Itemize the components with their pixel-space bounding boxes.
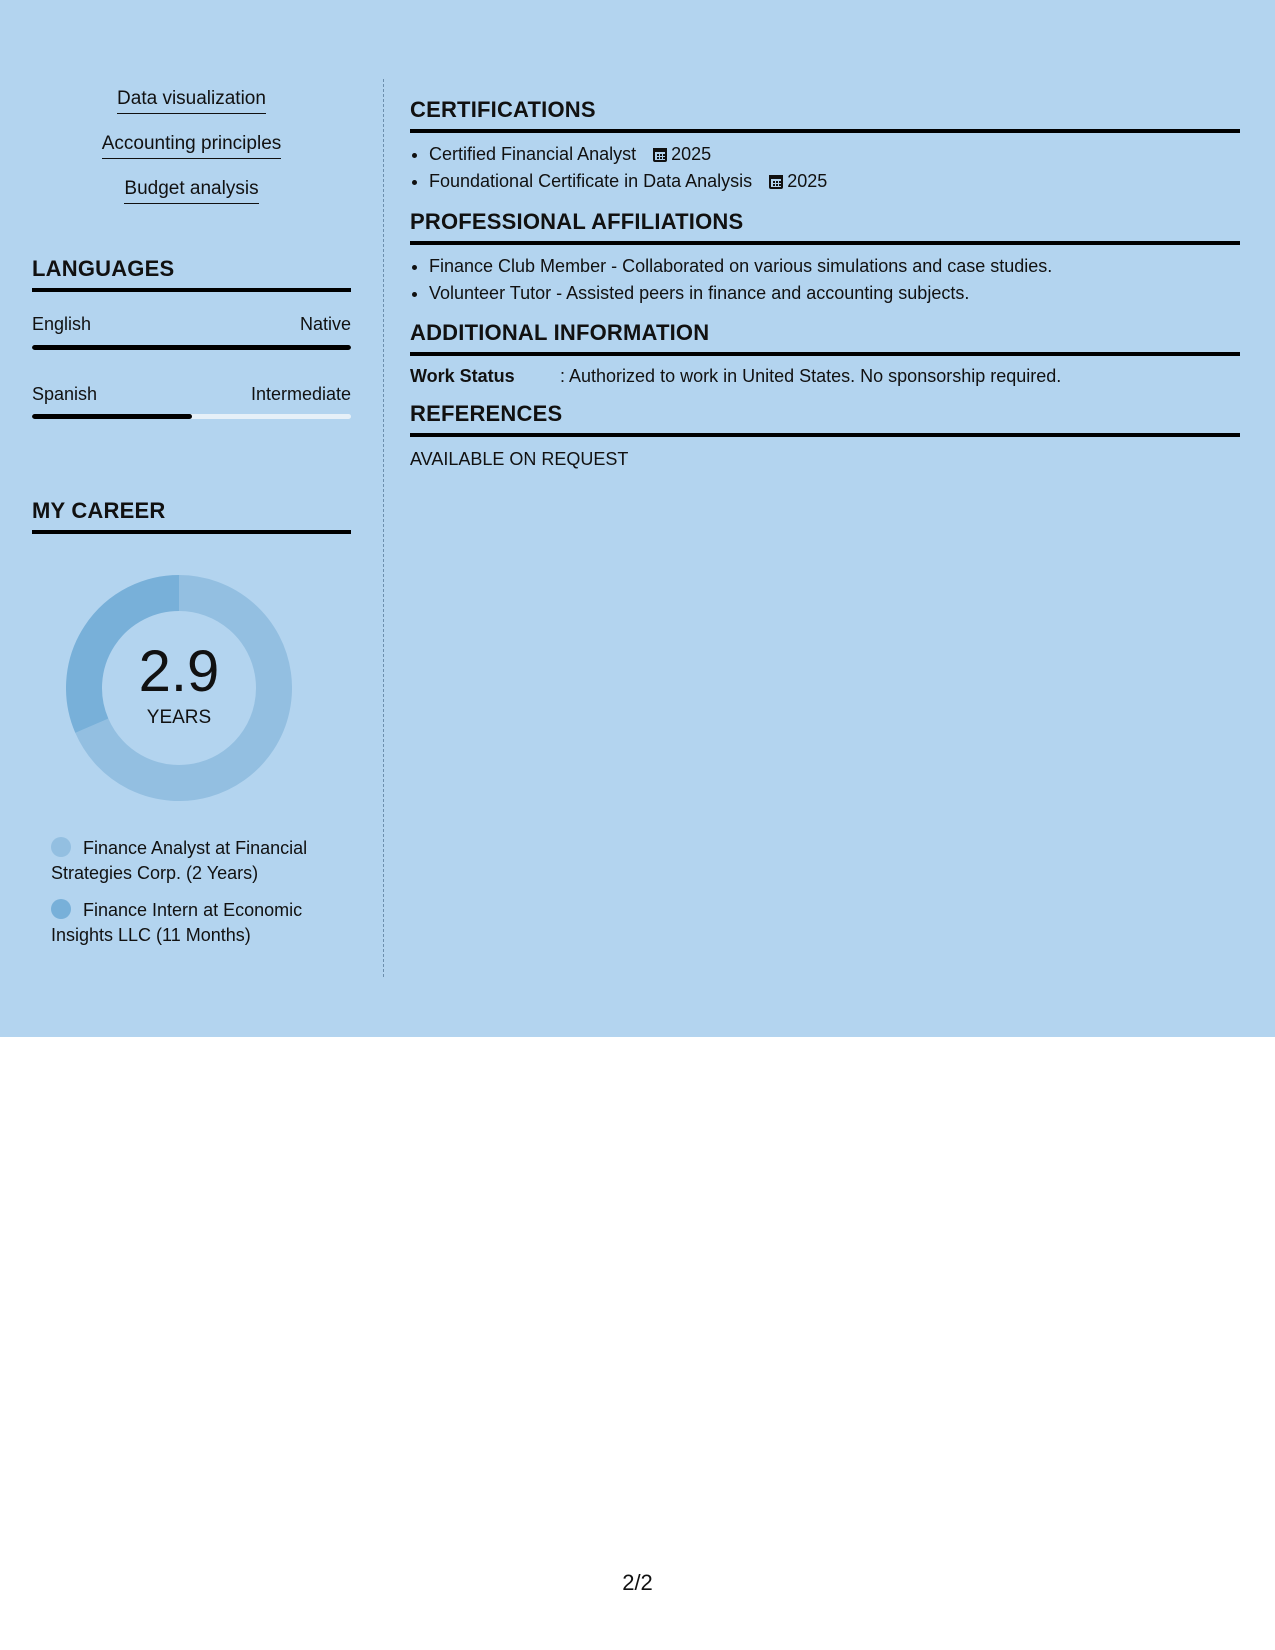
certifications-section — [410, 97, 1240, 195]
language-name: English — [32, 314, 92, 334]
career-legend-item — [51, 898, 341, 948]
cert-name: Foundational Certificate in Data Analysis — [429, 171, 753, 191]
career-title: MY CAREER — [32, 498, 351, 534]
legend-label: Finance Analyst at Financial Strategies Corp. (2 Years) — [51, 838, 308, 883]
career-section — [32, 498, 351, 534]
skill-label: Accounting principles — [102, 133, 282, 159]
language-level: Intermediate — [250, 384, 351, 404]
calendar-icon — [769, 175, 783, 189]
career-legend-item — [51, 836, 341, 886]
career-donut-chart — [66, 575, 292, 801]
language-bar-english — [32, 345, 351, 350]
cert-year: 2025 — [671, 144, 712, 164]
skill-item — [32, 88, 351, 114]
affiliations-title: PROFESSIONAL AFFILIATIONS — [410, 209, 1240, 245]
additional-info-section — [410, 320, 1240, 387]
references-title: REFERENCES — [410, 401, 1240, 437]
additional-info-title: ADDITIONAL INFORMATION — [410, 320, 1240, 356]
skill-item — [32, 133, 351, 159]
certifications-list — [410, 141, 1240, 195]
references-section — [410, 401, 1240, 470]
legend-dot — [51, 899, 71, 919]
legend-label: Finance Intern at Economic Insights LLC (11 Months) — [51, 900, 303, 945]
work-status-value: : Authorized to work in United States. No sponsorship required. — [560, 366, 1062, 386]
languages-section — [32, 256, 351, 292]
affiliations-section — [410, 209, 1240, 307]
work-status-row — [410, 366, 1240, 387]
language-row-english — [32, 314, 351, 335]
list-item — [429, 168, 1240, 195]
affiliations-list — [410, 253, 1240, 307]
career-unit: YEARS — [146, 707, 212, 728]
list-item — [429, 141, 1240, 168]
cert-name: Certified Financial Analyst — [429, 144, 637, 164]
language-level: Native — [299, 314, 351, 334]
skill-label: Data visualization — [117, 88, 266, 114]
list-item: • Volunteer Tutor - Assisted peers in finance and accounting subjects. — [429, 280, 1240, 307]
column-divider — [383, 79, 384, 977]
cert-year: 2025 — [787, 171, 828, 191]
certifications-title: CERTIFICATIONS — [410, 97, 1240, 133]
work-status-label: Work Status — [410, 366, 515, 386]
languages-title: LANGUAGES — [32, 256, 351, 292]
references-text: AVAILABLE ON REQUEST — [410, 449, 629, 469]
language-bar-fill — [32, 345, 351, 350]
donut-center — [66, 575, 292, 801]
list-item: • Finance Club Member - Collaborated on various simulations and case studies. — [429, 253, 1240, 280]
page-number: 2/2 — [622, 1570, 653, 1595]
language-bar-spanish — [32, 414, 351, 419]
language-row-spanish — [32, 384, 351, 405]
calendar-icon — [653, 148, 667, 162]
skill-item — [32, 178, 351, 204]
legend-dot — [51, 837, 71, 857]
skill-label: Budget analysis — [124, 178, 258, 204]
career-total: 2.9 — [138, 639, 220, 704]
language-bar-fill — [32, 414, 192, 419]
language-name: Spanish — [32, 384, 98, 404]
